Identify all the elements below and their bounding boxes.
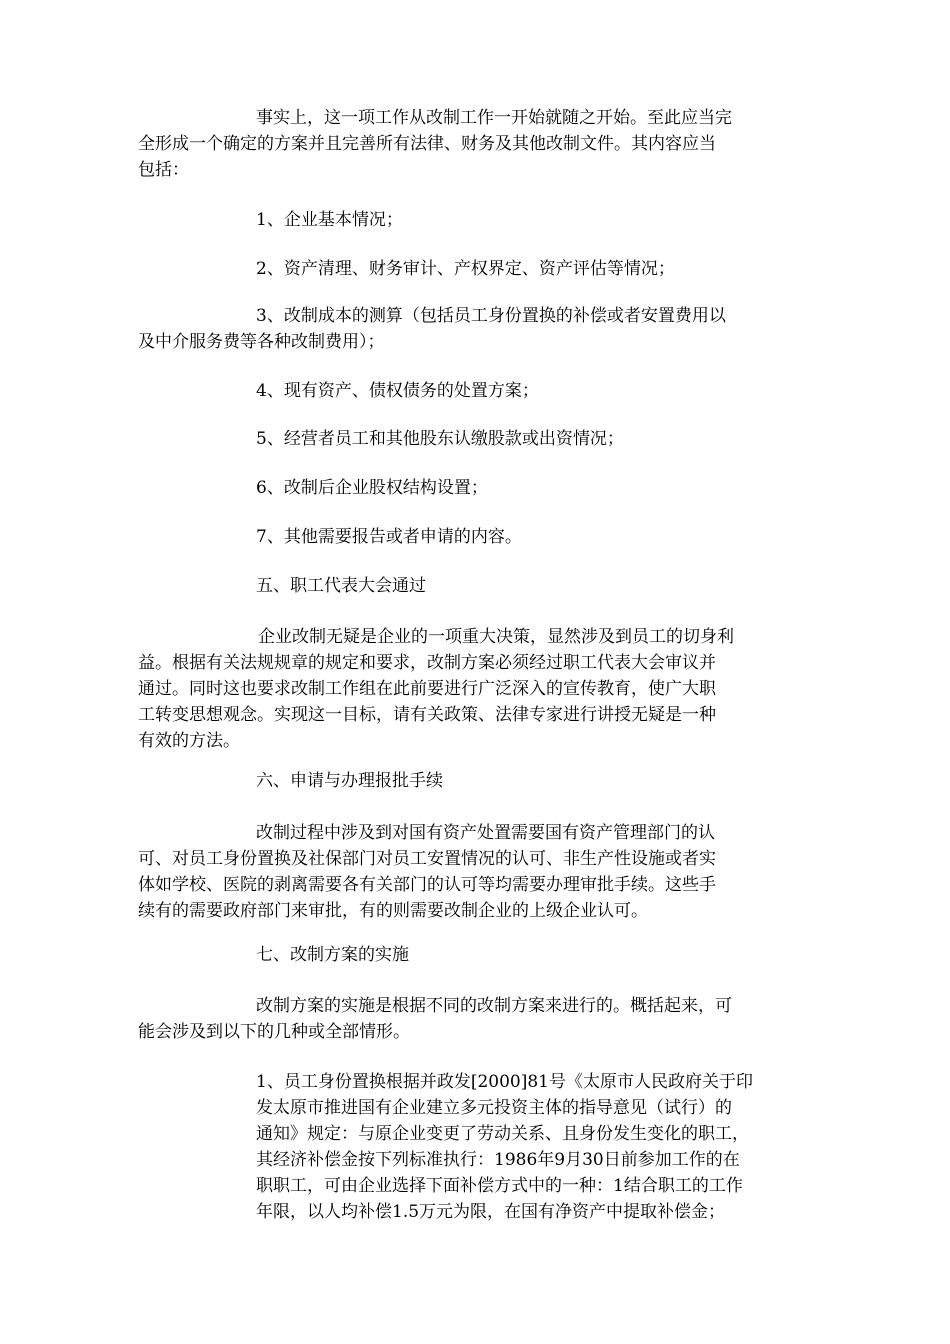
list-item-2: 2、资产清理、财务审计、产权界定、资产评估等情况； bbox=[256, 259, 675, 279]
section-6-line-4: 续有的需要政府部门来审批，有的则需要改制企业的上级企业认可。 bbox=[138, 901, 648, 921]
section-7-item-1-line-2: 发太原市推进国有企业建立多元投资主体的指导意见（试行）的 bbox=[256, 1098, 732, 1118]
section-heading-7: 七、改制方案的实施 bbox=[256, 945, 409, 965]
section-7-item-1-line-5: 职职工，可由企业选择下面补偿方式中的一种：1结合职工的工作 bbox=[256, 1176, 743, 1196]
section-5-line-4: 工转变思想观念。实现这一目标，请有关政策、法律专家进行讲授无疑是一种 bbox=[138, 705, 716, 725]
section-7-item-1-line-4: 其经济补偿金按下列标准执行：1986年9月30日前参加工作的在 bbox=[256, 1150, 740, 1170]
section-6-line-1: 改制过程中涉及到对国有资产处置需要国有资产管理部门的认 bbox=[256, 823, 715, 843]
list-item-5: 5、经营者员工和其他股东认缴股款或出资情况； bbox=[256, 429, 624, 449]
section-5-line-2: 益。根据有关法规规章的规定和要求，改制方案必须经过职工代表大会审议并 bbox=[138, 653, 716, 673]
section-7-line-1: 改制方案的实施是根据不同的改制方案来进行的。概括起来，可 bbox=[256, 996, 732, 1016]
intro-paragraph bbox=[138, 105, 732, 183]
intro-line-3: 包括： bbox=[138, 160, 189, 180]
section-5-line-1: 企业改制无疑是企业的一项重大决策，显然涉及到员工的切身利 bbox=[258, 627, 734, 647]
section-6-paragraph bbox=[138, 820, 716, 924]
list-item-6: 6、改制后企业股权结构设置； bbox=[256, 478, 488, 498]
section-heading-6: 六、申请与办理报批手续 bbox=[256, 771, 443, 791]
section-5-line-3: 通过。同时这也要求改制工作组在此前要进行广泛深入的宣传教育，使广大职 bbox=[138, 679, 716, 699]
section-6-line-3: 体如学校、医院的剥离需要各有关部门的认可等均需要办理审批手续。这些手 bbox=[138, 875, 716, 895]
list-item-4: 4、现有资产、债权债务的处置方案； bbox=[256, 381, 539, 401]
intro-line-2: 全形成一个确定的方案并且完善所有法律、财务及其他改制文件。其内容应当 bbox=[138, 134, 716, 154]
section-5-line-5: 有效的方法。 bbox=[138, 731, 240, 751]
intro-line-1: 事实上，这一项工作从改制工作一开始就随之开始。至此应当完 bbox=[256, 108, 732, 128]
list-item-1: 1、企业基本情况； bbox=[256, 210, 403, 230]
section-7-item-1-line-6: 年限，以人均补偿1.5万元为限，在国有净资产中提取补偿金； bbox=[256, 1202, 726, 1222]
section-5-paragraph bbox=[138, 624, 734, 754]
section-7-line-2: 能会涉及到以下的几种或全部情形。 bbox=[138, 1022, 410, 1042]
list-item-3 bbox=[138, 303, 726, 355]
section-heading-5: 五、职工代表大会通过 bbox=[256, 576, 426, 596]
section-7-paragraph bbox=[138, 993, 732, 1045]
section-7-item-1-paragraph bbox=[256, 1069, 753, 1225]
section-6-line-2: 可、对员工身份置换及社保部门对员工安置情况的认可、非生产性设施或者实 bbox=[138, 849, 716, 869]
section-7-item-1-line-3: 通知》规定：与原企业变更了劳动关系、且身份发生变化的职工， bbox=[256, 1124, 749, 1144]
list-item-7: 7、其他需要报告或者申请的内容。 bbox=[256, 527, 522, 547]
section-7-item-1-line-1: 1、员工身份置换根据并政发[2000]81号《太原市人民政府关于印 bbox=[256, 1072, 753, 1092]
list-item-3-line-2: 及中介服务费等各种改制费用）； bbox=[138, 332, 385, 352]
list-item-3-line-1: 3、改制成本的测算（包括员工身份置换的补偿或者安置费用以 bbox=[256, 306, 726, 326]
